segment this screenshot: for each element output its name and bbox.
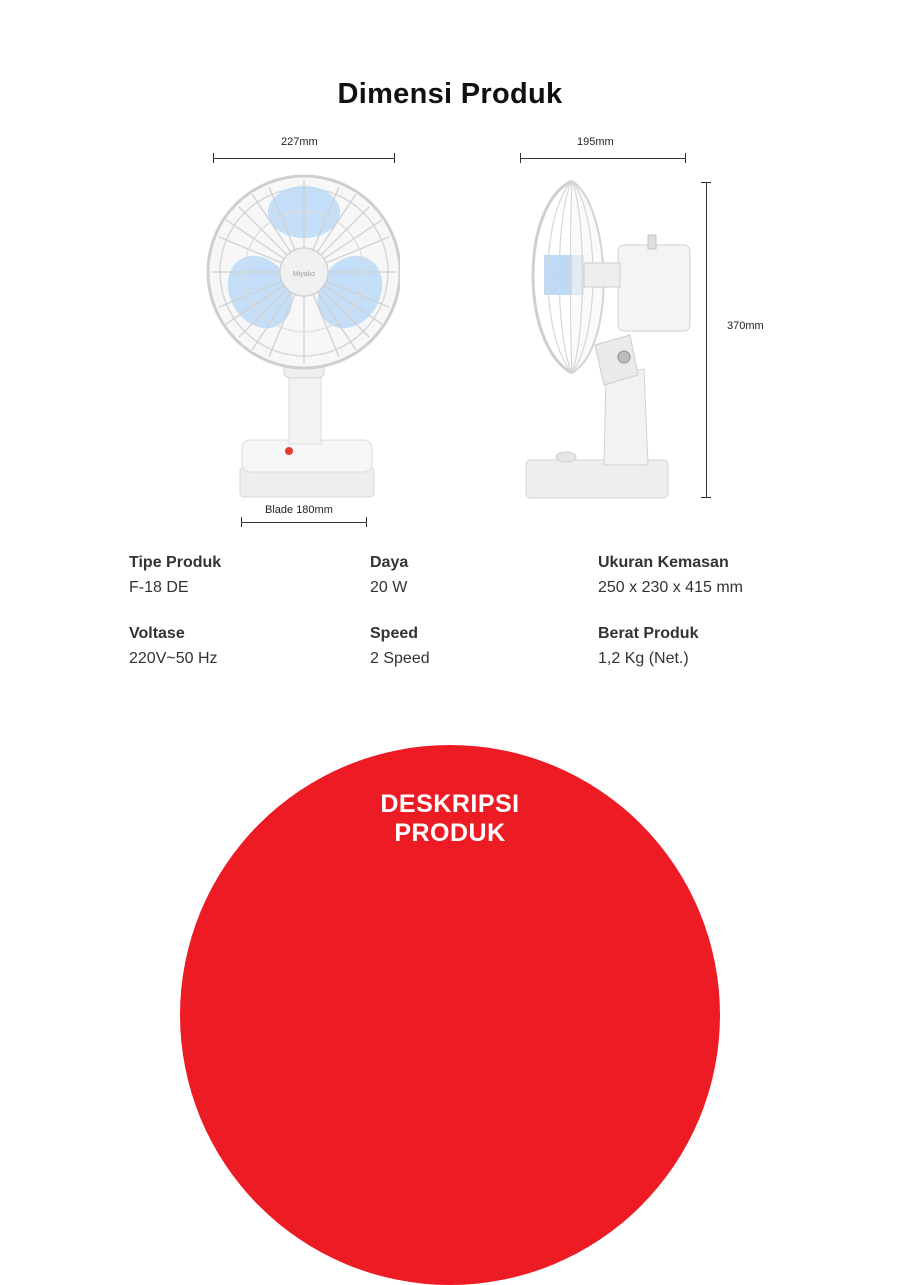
brand-logo: Miyako [292,271,316,278]
height-dimension-line [706,183,707,497]
spec-label-berat-produk: Berat Produk [598,625,699,642]
blade-label: Blade 180mm [265,504,333,516]
power-indicator-icon [285,447,293,455]
spec-label-ukuran-kemasan: Ukuran Kemasan [598,554,729,571]
spec-value-speed: 2 Speed [370,650,430,667]
front-width-dimension-line [214,158,394,159]
spec-value-berat-produk: 1,2 Kg (Net.) [598,650,689,667]
description-line-2: PRODUK [394,819,506,847]
side-depth-dimension-line [521,158,685,159]
side-depth-label: 195mm [577,136,614,148]
height-label: 370mm [727,320,764,332]
spec-value-voltase: 220V~50 Hz [129,650,218,667]
front-width-label: 227mm [281,136,318,148]
description-line-1: DESKRIPSI [380,790,520,818]
spec-label-speed: Speed [370,625,419,642]
spec-label-voltase: Voltase [129,625,185,642]
blade-dimension-line [242,522,366,523]
fan-front-image [200,172,400,502]
spec-label-tipe-produk: Tipe Produk [129,554,222,571]
page-title: Dimensi Produk [337,78,563,110]
spec-value-tipe-produk: F-18 DE [129,579,189,596]
description-title [0,790,900,848]
fan-side-image [520,175,700,505]
spec-label-daya: Daya [370,554,409,571]
spec-value-daya: 20 W [370,579,408,596]
spec-value-ukuran-kemasan: 250 x 230 x 415 mm [598,579,743,596]
